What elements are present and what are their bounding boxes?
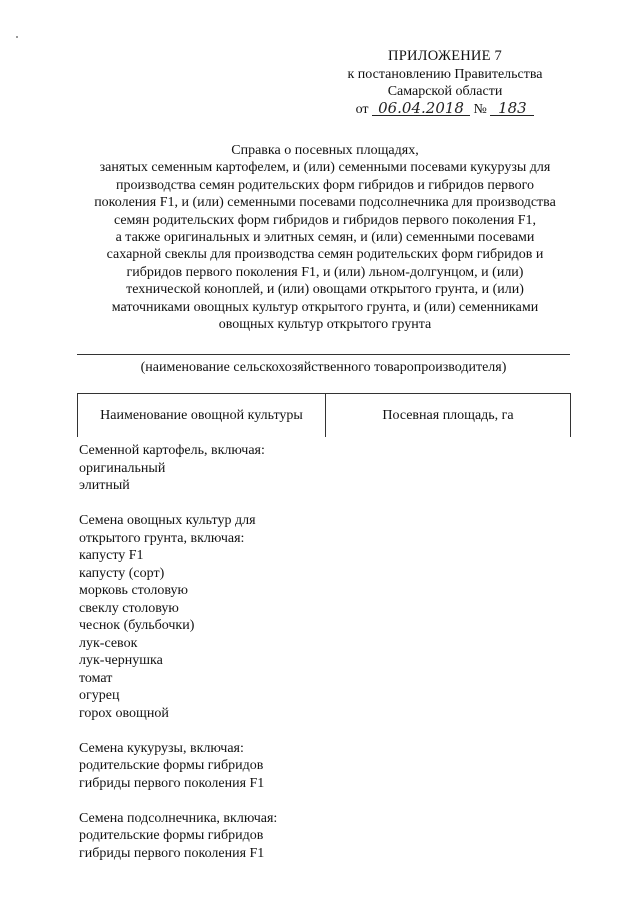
crop-item: элитный [79, 478, 130, 493]
crop-item: родительские формы гибридов [79, 758, 264, 773]
heading-line: занятых семенным картофелем, и (или) семенными посевами кукурузы для [99, 160, 551, 176]
heading-line: маточниками овощных культур открытого грунта, и (или) семенниками [111, 299, 539, 315]
appendix-date-line [290, 98, 600, 119]
appendix-title: ПРИЛОЖЕНИЕ 7 [388, 48, 502, 64]
crop-item: морковь столовую [79, 583, 188, 598]
document-heading [72, 142, 578, 333]
scan-speck [16, 36, 18, 38]
heading-line: семян родительских форм гибридов и гибридов первого поколения F1, [113, 212, 537, 228]
crop-list [79, 442, 379, 880]
crop-group-title: Семена кукурузы, включая: [79, 740, 244, 756]
table-header-area: Посевная площадь, га [382, 407, 514, 423]
number-value: 183 [490, 102, 534, 116]
heading-line: технической коноплей, и (или) овощами открытого грунта, и (или) [126, 282, 524, 298]
crop-group-title: открытого грунта, включая: [79, 530, 245, 546]
appendix-line-2: Самарской области [387, 84, 503, 99]
heading-line: поколения F1, и (или) семенными посевами подсолнечника для производства [94, 195, 556, 211]
crop-group-vegetables [79, 512, 379, 722]
date-value: 06.04.2018 [372, 102, 470, 116]
table-header-crop: Наименование овощной культуры [78, 394, 326, 437]
heading-line: производства семян родительских форм гибридов и гибридов первого [115, 177, 535, 193]
heading-line: овощных культур открытого грунта [218, 317, 432, 333]
date-prefix: от [355, 101, 369, 117]
crop-item: лук-севок [79, 635, 138, 651]
crop-item: оригинальный [79, 460, 166, 476]
crop-item: родительские формы гибридов [79, 828, 264, 843]
producer-name-line [77, 354, 570, 355]
crop-item: гибриды первого поколения F1 [79, 845, 265, 861]
crop-item: горох овощной [79, 705, 169, 721]
crop-item: гибриды первого поколения F1 [79, 775, 265, 791]
crop-group-sunflower [79, 810, 379, 863]
heading-line: сахарной свеклы для производства семян родительских форм гибридов и [106, 247, 544, 263]
crop-group-title: Семена подсолнечника, включая: [79, 810, 278, 826]
producer-caption: (наименование сельскохозяйственного товаропроизводителя) [140, 360, 507, 375]
crop-group-title: Семенной картофель, включая: [79, 443, 265, 458]
heading-line: а также оригинальных и элитных семян, и (или) семенными посевами [115, 230, 535, 246]
crop-group-potato [79, 442, 379, 495]
crop-group-corn [79, 740, 379, 793]
number-prefix: № [473, 101, 487, 117]
crop-item: капусту F1 [79, 548, 144, 563]
heading-line: гибридов первого поколения F1, и (или) льном-долгунцом, и (или) [126, 264, 524, 280]
crop-item: огурец [79, 688, 120, 703]
crop-item: чеснок (бульбочки) [79, 618, 195, 633]
appendix-block [290, 48, 600, 118]
crop-item: лук-чернушка [79, 653, 163, 668]
crop-item: капусту (сорт) [79, 565, 165, 581]
appendix-line-1: к постановлению Правительства [347, 66, 543, 82]
crop-item: свеклу столовую [79, 600, 179, 616]
crop-group-title: Семена овощных культур для [79, 513, 256, 528]
heading-line: Справка о посевных площадях, [231, 143, 419, 158]
table-header [77, 393, 571, 437]
crop-item: томат [79, 670, 113, 686]
